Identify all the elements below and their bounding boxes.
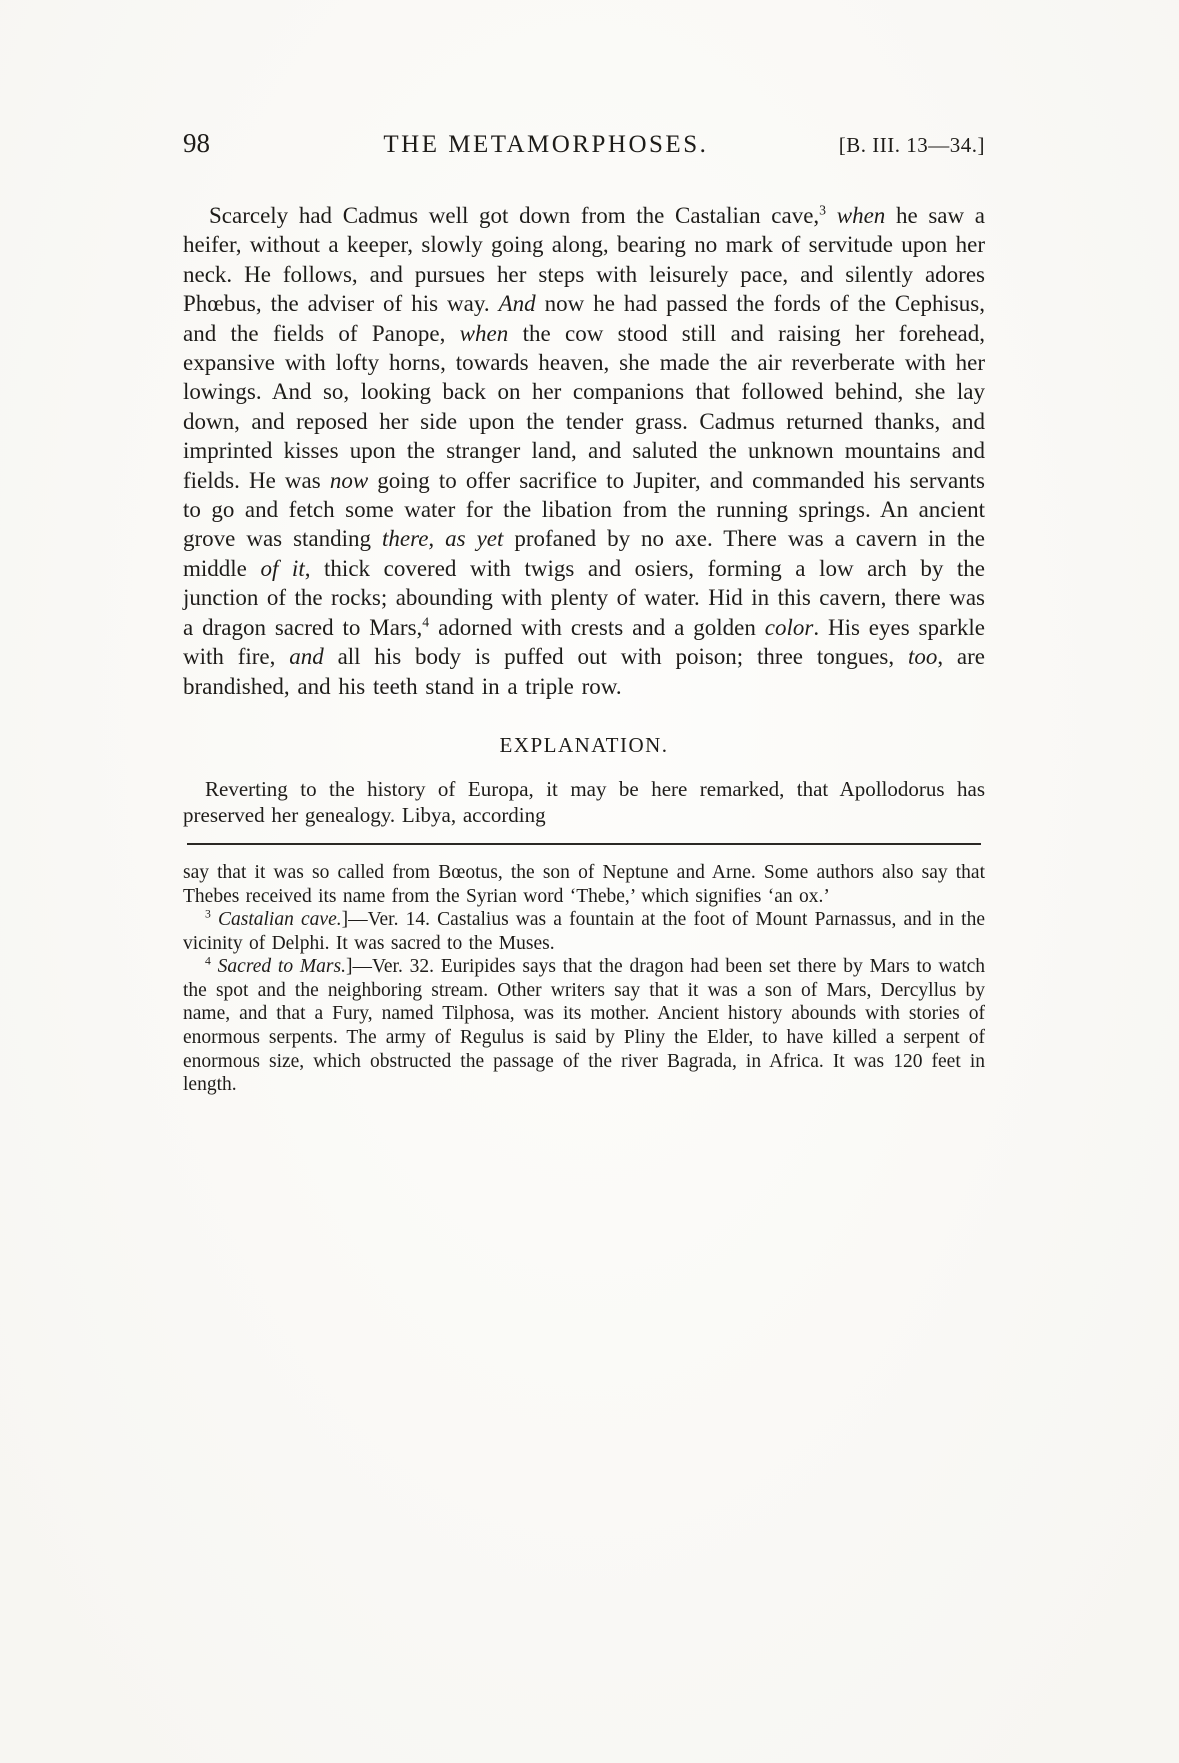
footnotes-section (183, 861, 985, 1097)
page-header (183, 128, 985, 159)
running-title: THE METAMORPHOSES. (383, 131, 709, 158)
main-text-block (183, 201, 985, 1097)
page-number: 98 (183, 128, 210, 158)
explanation-paragraph: Reverting to the history of Europa, it may be here remarked, that Apollodorus has preserved her genealogy. Libya, according (183, 776, 985, 828)
footnote-continuation: say that it was so called from Bœotus, the son of Neptune and Arne. Some authors also say that Thebes received its name from the Syrian word ‘Thebe,’ which signifies ‘an ox.’ (183, 861, 985, 907)
body-paragraph: Scarcely had Cadmus well got down from the Castalian cave,$^3$ when he saw a heifer, without a keeper, slowly going along, bearing no mark of servitude upon her neck. He follows, and pursues her steps with leisurely pace, and silently adores Phœbus, the adviser of his way. And now he had passed the fords of the Cephisus, and the fields of Panope, when the cow stood still and raising her forehead, expansive with lofty horns, towards heaven, she made the air reverberate with her lowings. And so, looking back on her companions that followed behind, she lay down, and reposed her side upon the tender grass. Cadmus returned thanks, and imprinted kisses upon the stranger land, and saluted the unknown mountains and fields. He was now going to offer sacrifice to Jupiter, and commanded his servants to go and fetch some water for the libation from the running springs. An ancient grove was standing there, as yet profaned by no axe. There was a cavern in the middle of it, thick covered with twigs and osiers, forming a low arch by the junction of the rocks; abounding with plenty of water. Hid in this cavern, there was a dragon sacred to Mars,$^4$ adorned with crests and a golden color. His eyes sparkle with fire, and all his body is puffed out with poison; three tongues, too, are brandished, and his teeth stand in a triple row. (183, 202, 986, 699)
explanation-heading: EXPLANATION. (499, 732, 669, 757)
footnote-3-castalian-cave: $^3$ Castalian cave.]—Ver. 14. Castalius was a fountain at the foot of Mount Parnassus, and in the vicinity of Delphi. It was sacred to the Muses. (183, 907, 985, 954)
footnote-4-sacred-to-mars: $^4$ Sacred to Mars.]—Ver. 32. Euripides says that the dragon had been set there by Mars to watch the spot and the neighboring stream. Other writers say that it was a son of Mars, Dercyllus by name, and that a Fury, named Tilphosa, was its mother. Ancient history abounds with stories of enormous serpents. The army of Regulus is said by Pliny the Elder, to have killed a serpent of enormous size, which obstructed the passage of the river Bagrada, in Africa. It was 120 feet in length. (183, 954, 986, 1096)
book-reference: [B. III. 13—34.] (838, 133, 985, 157)
footnote-separator-rule (187, 843, 981, 845)
